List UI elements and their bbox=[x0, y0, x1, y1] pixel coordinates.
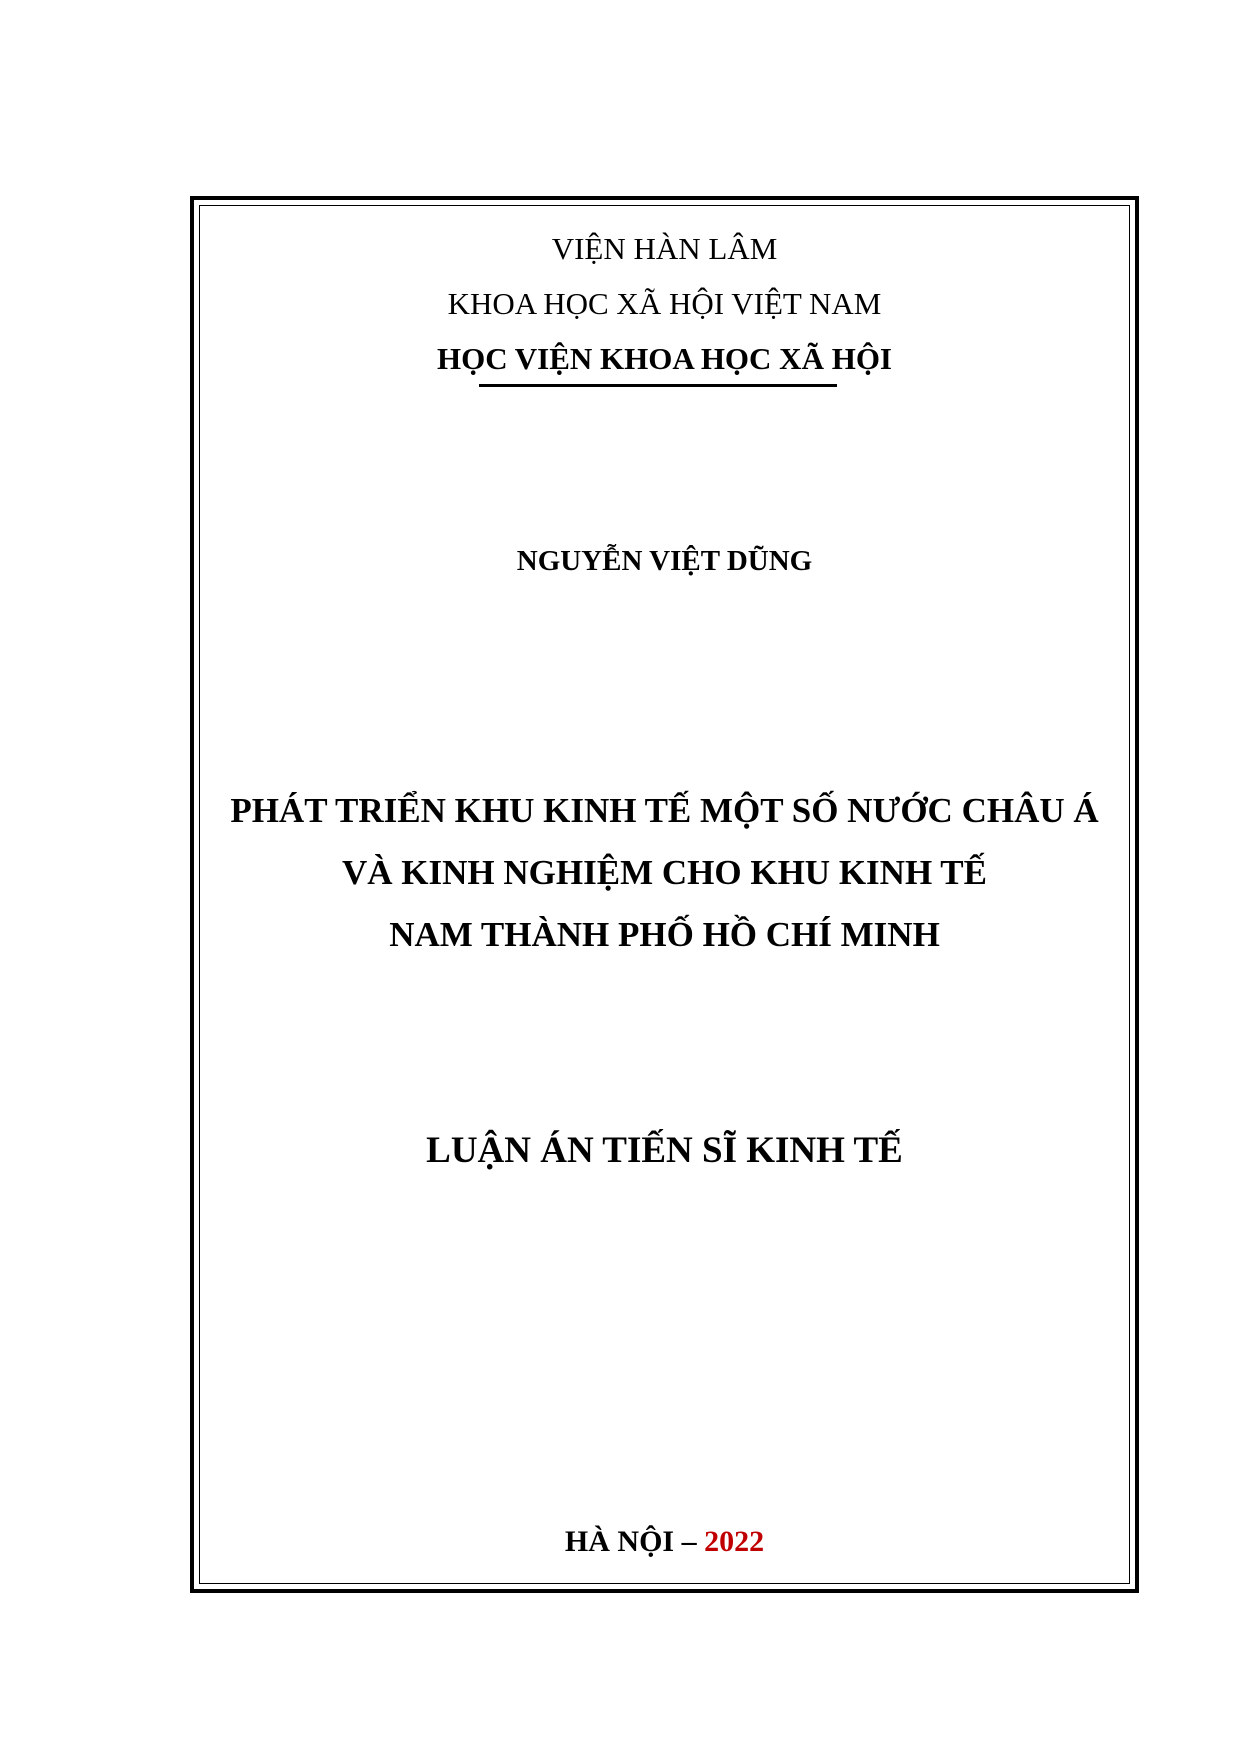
page-border-inner bbox=[199, 205, 1130, 1584]
institution-line-2: KHOA HỌC XÃ HỘI VIỆT NAM bbox=[447, 286, 882, 321]
thesis-title-line-2: VÀ KINH NGHIỆM CHO KHU KINH TẾ bbox=[342, 853, 987, 892]
thesis-title-line-1: PHÁT TRIỂN KHU KINH TẾ MỘT SỐ NƯỚC CHÂU Á bbox=[230, 791, 1099, 830]
place-and-year bbox=[0, 1527, 1240, 1557]
thesis-title-line-3: NAM THÀNH PHỐ HỒ CHÍ MINH bbox=[389, 915, 940, 954]
institution-line-1: VIỆN HÀN LÂM bbox=[551, 231, 778, 266]
institution-underline bbox=[479, 384, 837, 387]
institution-name: HỌC VIỆN KHOA HỌC XÃ HỘI bbox=[436, 341, 892, 376]
year: 2022 bbox=[704, 1525, 765, 1558]
degree-type: LUẬN ÁN TIẾN SĨ KINH TẾ bbox=[426, 1130, 903, 1171]
place-name: HÀ NỘI – bbox=[564, 1525, 697, 1558]
author-name: NGUYỄN VIỆT DŨNG bbox=[516, 545, 813, 577]
